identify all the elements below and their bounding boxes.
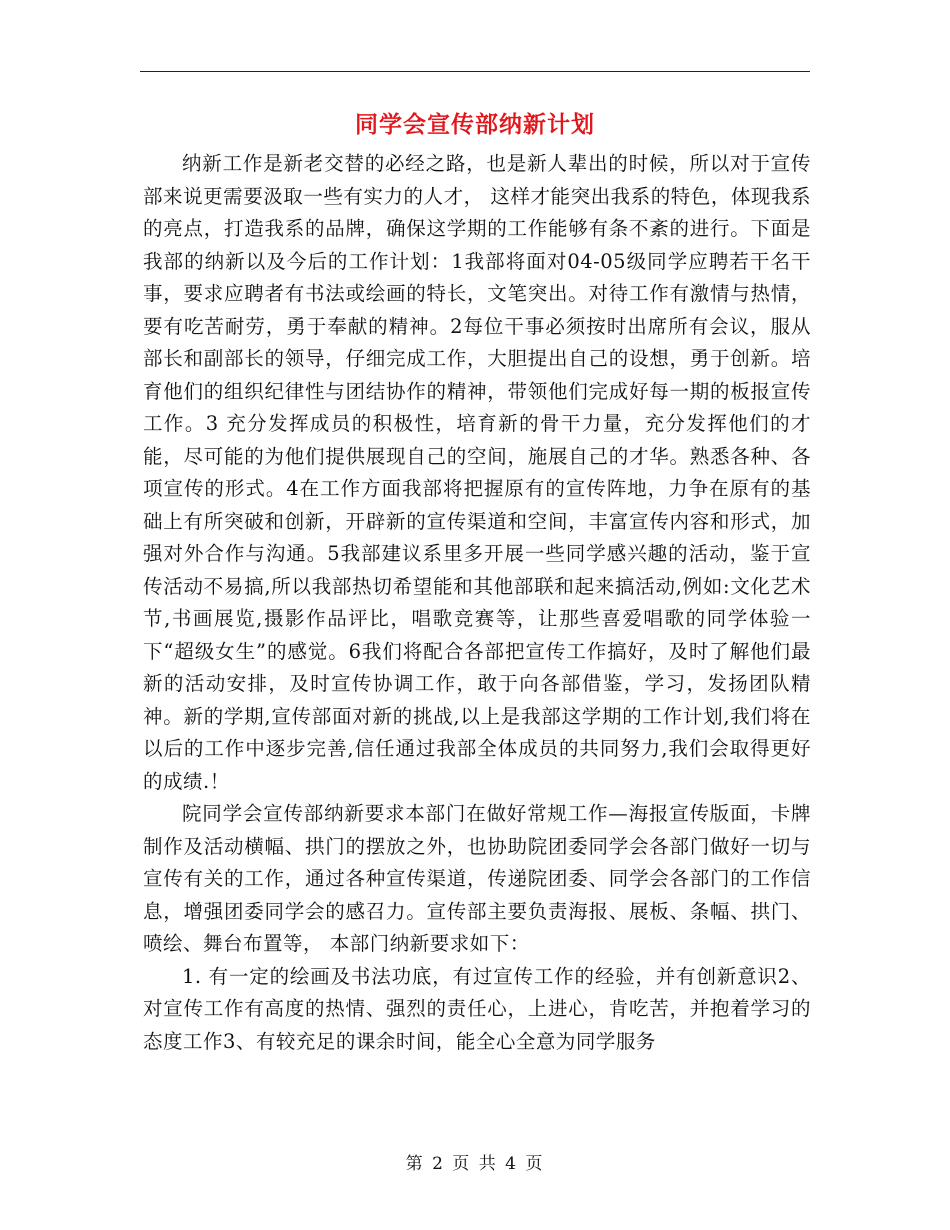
page-number-footer: 第 2 页 共 4 页	[405, 1154, 545, 1174]
body-paragraph-requirement-list: 1. 有一定的绘画及书法功底，有过宣传工作的经验，并有创新意识2、对宣传工作有高度的热情、强烈的责任心，上进心，肯吃苦，并抱着学习的态度工作3、有较充足的课余时间，能全心全意为同学服务	[143, 964, 811, 1053]
body-paragraph-recruitment-requirements: 院同学会宣传部纳新要求本部门在做好常规工作—海报宣传版面，卡牌制作及活动横幅、拱门的摆放之外，也协助院团委同学会各部门做好一切与宣传有关的工作，通过各种宣传渠道，传递院团委、同学会各部门的工作信息，增强团委同学会的感召力。宣传部主要负责海报、展板、条幅、拱门、喷绘、舞台布置等， 本部门纳新要求如下：	[143, 802, 811, 955]
header-rule	[140, 71, 810, 72]
body-paragraph-work-plan: 纳新工作是新老交替的必经之路，也是新人辈出的时候，所以对于宣传部来说更需要汲取一些有实力的人才， 这样才能突出我系的特色，体现我系的亮点，打造我系的品牌，确保这学期的工作能够有条不紊的进行。下面是我部的纳新以及今后的工作计划：1我部将面对04-05级同学应聘若干名干事，要求应聘者有书法或绘画的特长，文笔突出。对待工作有激情与热情，要有吃苦耐劳，勇于奉献的精神。2每位干事必须按时出席所有会议，服从部长和副部长的领导，仔细完成工作，大胆提出自己的设想，勇于创新。培育他们的组织纪律性与团结协作的精神，带领他们完成好每一期的板报宣传工作。3 充分发挥成员的积极性，培育新的骨干力量，充分发挥他们的才能，尽可能的为他们提供展现自己的空间，施展自己的才华。熟悉各种、各项宣传的形式。4在工作方面我部将把握原有的宣传阵地，力争在原有的基础上有所突破和创新，开辟新的宣传渠道和空间，丰富宣传内容和形式，加强对外合作与沟通。5我部建议系里多开展一些同学感兴趣的活动，鉴于宣传活动不易搞,所以我部热切希望能和其他部联和起来搞活动,例如:文化艺术节,书画展览,摄影作品评比，唱歌竞赛等，让那些喜爱唱歌的同学体验一下“超级女生”的感觉。6我们将配合各部把宣传工作搞好，及时了解他们最新的活动安排，及时宣传协调工作，敢于向各部借鉴，学习，发扬团队精神。新的学期,宣传部面对新的挑战,以上是我部这学期的工作计划,我们将在以后的工作中逐步完善,信任通过我部全体成员的共同努力,我们会取得更好的成绩.！	[143, 152, 811, 793]
document-title: 同学会宣传部纳新计划	[355, 111, 595, 138]
document-body	[143, 148, 811, 1058]
